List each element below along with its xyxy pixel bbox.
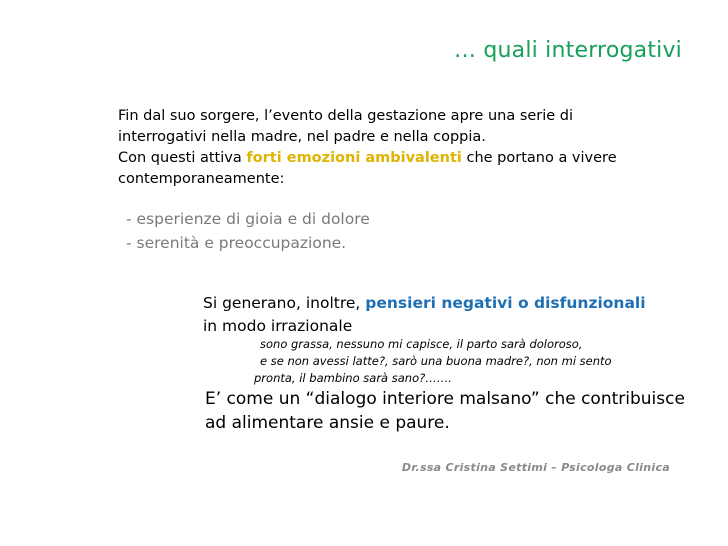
intro-line-4: contemporaneamente: bbox=[118, 171, 285, 187]
intro-line-3-prefix: Con questi attiva bbox=[118, 150, 247, 166]
conclusion-line-1: E’ come un “dialogo interiore malsano” che contribuisce bbox=[205, 389, 685, 409]
examples-line-2: e se non avessi latte?, sarò una buona madre?, non mi sento bbox=[260, 354, 612, 368]
slide-title: … quali interrogativi bbox=[453, 38, 682, 63]
intro-line-1: Fin dal suo sorgere, l’evento della gestazione apre una serie di bbox=[118, 108, 574, 124]
intro-line-2: interrogativi nella madre, nel padre e nella coppia. bbox=[118, 129, 486, 145]
conclusion-paragraph bbox=[205, 387, 685, 435]
highlight-pensieri-negativi: pensieri negativi o disfunzionali bbox=[365, 294, 646, 312]
bullet-item: - serenità e preoccupazione. bbox=[126, 234, 347, 252]
intro-line-3-suffix: che portano a vivere bbox=[461, 150, 617, 166]
block2-line-1 bbox=[203, 292, 646, 315]
negative-thoughts-paragraph bbox=[203, 292, 646, 338]
footer-author: Dr.ssa Cristina Settimi – Psicologa Clinica bbox=[401, 461, 670, 474]
bullet-item: - esperienze di gioia e di dolore bbox=[126, 210, 370, 228]
block2-line-1-prefix: Si generano, inoltre, bbox=[203, 294, 366, 312]
examples-line-1: sono grassa, nessuno mi capisce, il parto sarà doloroso, bbox=[260, 337, 583, 351]
intro-line-3 bbox=[118, 148, 678, 169]
examples-quote bbox=[254, 336, 612, 387]
block2-line-2: in modo irrazionale bbox=[203, 317, 353, 335]
examples-line-3: pronta, il bambino sarà sano?……. bbox=[254, 371, 452, 385]
conclusion-line-2: ad alimentare ansie e paure. bbox=[205, 413, 450, 433]
intro-paragraph bbox=[118, 106, 678, 190]
bullet-list bbox=[126, 207, 370, 255]
highlight-forti-emozioni: forti emozioni ambivalenti bbox=[246, 150, 462, 166]
